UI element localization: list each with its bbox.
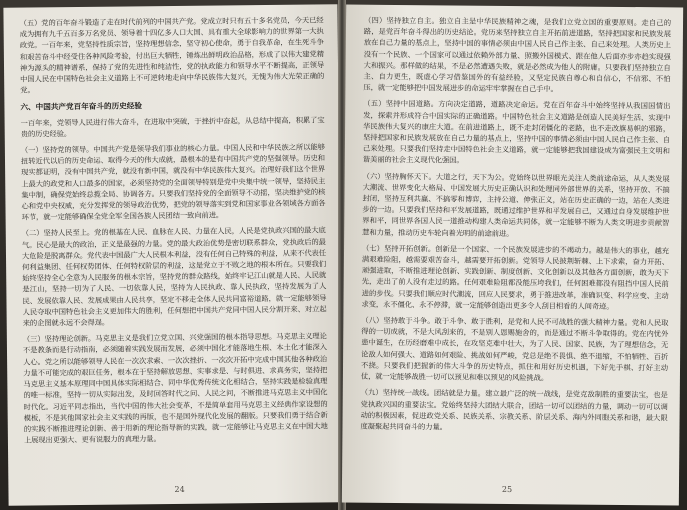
experience-item-2: （二）坚持人民至上。党的根基在人民、血脉在人民、力量在人民，人民是党执政兴国的最大底气。民心是最大的政治，正义是最强的力量。党的最大政治优势是密切联系群众，党执政后的最大危险是脱离群众。党代表中国最广大人民根本利益，没有任何自己特殊的利益，从来不代表任何利益集团、任何权势团体、任何特权阶层的利益，这是党立于不败之地的根本所在。只要我们始终坚持全心全意为人民服务的根本宗旨，坚持党的群众路线，始终牢记江山就是人民、人民就是江山，坚持一切为了人民、一切依靠人民，坚持为人民执政、靠人民执政，坚持发展为了人民、发展依靠人民、发展成果由人民共享，坚定不移走全体人民共同富裕道路，就一定能够领导人民夺取中国特色社会主义更加伟大的胜利，任何想把中国共产党同中国人民分割开来、对立起来的企图就永远不会得逞。 <box>21 225 327 328</box>
paragraph-5: （五）党的百年奋斗锻造了走在时代前列的中国共产党。党成立时只有五十多名党员，今天已经成为拥有九千五百多万名党员、领导着十四亿多人口大国、具有重大全球影响力的世界第一大执政党。一百年来，党坚持性质宗旨，坚持理想信念，坚守初心使命，勇于自我革命，在生死斗争和艰苦奋斗中经受住各种风险考验，付出巨大牺牲，锤炼出鲜明政治品格，形成了以伟大建党精神为源头的精神谱系，保持了党的先进性和纯洁性，党的执政能力和领导水平不断提高，正领导中国人民在中国特色社会主义道路上不可逆转地走向中华民族伟大复兴，无愧为伟大光荣正确的党。 <box>19 15 325 95</box>
experience-item-7: （七）坚持开拓创新。创新是一个国家、一个民族发展进步的不竭动力。越是伟大的事业，越充满艰难险阻，越需要艰苦奋斗，越需要开拓创新。党领导人民披荆斩棘、上下求索，奋力开拓、顽强进取，不断推进理论创新、实践创新、制度创新、文化创新以及其他各方面创新，敢为天下先，走出了前人没有走过的路。任何艰难险阻都没能压垮我们，任何困难都没有阻挡中国人民前进的步伐。只要我们顺应时代潮流，回应人民要求，勇于推进改革，准确识变、科学应变、主动求变，永不僵化、永不停滞，就一定能够创造出更多令人刮目相看的人间奇迹。 <box>361 243 670 311</box>
experience-item-5: （五）坚持中国道路。方向决定道路，道路决定命运。党在百年奋斗中始终坚持从我国国情出发，探索并形成符合中国实际的正确道路。中国特色社会主义道路是创造人民美好生活、实现中华民族伟大复兴的康庄大道。在前进道路上，既不走封闭僵化的老路，也不走改旗易帜的邪路，坚持把国家和民族发展放在自己力量的基点上，坚持中国的事情必须由中国人民自己作主张、自己来处理。只要我们坚持走中国特色社会主义道路，就一定能够把我国建设成为富强民主文明和谐美丽的社会主义现代化强国。 <box>362 99 671 166</box>
section-heading: 六、中国共产党百年奋斗的历史经验 <box>20 101 142 113</box>
right-page <box>342 5 683 506</box>
experience-item-8: （八）坚持敢于斗争。敢于斗争、敢于胜利，是党和人民不可战胜的强大精神力量。党和人民取得的一切成就，不是大风刮来的，不是别人恩赐施舍的，而是通过不断斗争取得的。党在内忧外患中诞生，在历经磨难中成长，在攻坚克难中壮大，为了人民、国家、民族，为了理想信念，无论敌人如何强大、道路如何艰险、挑战如何严峻，党总是绝不畏惧、绝不退缩，不怕牺牲、百折不挠。只要我们把握新的伟大斗争的历史特点，抓住和用好历史机遇，下好先手棋、打好主动仗，就一定能够战胜一切可以预见和难以预见的风险挑战。 <box>360 315 669 383</box>
experience-item-4: （四）坚持独立自主。独立自主是中华民族精神之魂，是我们立党立国的重要原则。走自己的路，是党百年奋斗得出的历史结论。党历来坚持独立自主开拓前进道路，坚持把国家和民族发展放在自己力量的基点上，坚持中国的事情必须由中国人民自己作主张、自己来处理。人类历史上没有一个民族、一个国家可以通过依赖外部力量、照搬外国模式、跟在他人后面亦步亦趋实现强大和振兴。那样做的结果，不是必然遭遇失败，就是必然成为他人的附庸。只要我们坚持独立自主、自力更生，既虚心学习借鉴国外的有益经验，又坚定民族自尊心和自信心，不信邪、不怕压，就一定能够把中国发展进步的命运牢牢掌握在自己手中。 <box>363 15 672 94</box>
page-number-right: 25 <box>501 484 513 495</box>
experience-item-3: （三）坚持理论创新。马克思主义是我们立党立国、兴党强国的根本指导思想。马克思主义理论不是教条而是行动指南，必须随着实践发展而发展，必须中国化才能落地生根、本土化才能深入人心。党之所以能够领导人民在一次次求索、一次次挫折、一次次开拓中完成中国其他各种政治力量不可能完成的艰巨任务，根本在于坚持解放思想、实事求是、与时俱进、求真务实，坚持把马克思主义基本原理同中国具体实际相结合、同中华优秀传统文化相结合，坚持实践是检验真理的唯一标准，坚持一切从实际出发，及时回答时代之问、人民之问，不断推进马克思主义中国化时代化。习近平同志指出，当代中国的伟大社会变革，不是简单套用马克思主义经典作家设想的模板，不是其他国家社会主义实践的再版，也不是国外现代化发展的翻版。只要我们勇于结合新的实践不断推进理论创新、善于用新的理论指导新的实践，就一定能够让马克思主义在中国大地上展现出更强大、更有说服力的真理力量。 <box>22 331 328 445</box>
left-page <box>3 4 342 505</box>
experience-item-1: （一）坚持党的领导。中国共产党是领导我们事业的核心力量。中国人民和中华民族之所以能够扭转近代以后的历史命运、取得今天的伟大成就，最根本的是有中国共产党的坚强领导。历史和现实都证明，没有中国共产党，就没有新中国，就没有中华民族伟大复兴。治理好我们这个世界上最大的政党和人口最多的国家，必须坚持党的全面领导特别是党中央集中统一领导，坚持民主集中制，确保党始终总揽全局、协调各方。只要我们坚持党的全面领导不动摇，坚决维护党的核心和党中央权威，充分发挥党的领导政治优势，把党的领导落实到党和国家事业各领域各方面各环节，就一定能够确保全党全军全国各族人民团结一致向前进。 <box>20 142 326 222</box>
experience-item-9: （九）坚持统一战线。团结就是力量。建立最广泛的统一战线，是党克敌制胜的重要法宝，也是党执政兴国的重要法宝。党始终坚持大团结大联合，团结一切可以团结的力量，调动一切可以调动的积极因素，促进政党关系、民族关系、宗教关系、阶层关系、海内外同胞关系和谐，最大限度凝聚起共同奋斗的力量。 <box>360 387 668 432</box>
page-number-left: 24 <box>174 484 185 494</box>
section-intro: 一百年来，党领导人民进行伟大奋斗，在进取中突破，于挫折中奋起，从总结中提高，积累了宝贵的历史经验。 <box>20 115 325 139</box>
experience-item-6: （六）坚持胸怀天下。大道之行，天下为公。党始终以世界眼光关注人类前途命运，从人类发展大潮流、世界变化大格局、中国发展大历史正确认识和处理同外部世界的关系，坚持开放、不搞封闭，坚持互利共赢、不搞零和博弈，主持公道、伸张正义，站在历史正确的一边，站在人类进步的一边。只要我们坚持和平发展道路，既通过维护世界和平发展自己，又通过自身发展维护世界和平，同世界各国人民一道推动构建人类命运共同体，就一定能够不断为人类文明进步贡献智慧和力量，推动历史车轮向着光明的前途前进。 <box>362 171 670 238</box>
